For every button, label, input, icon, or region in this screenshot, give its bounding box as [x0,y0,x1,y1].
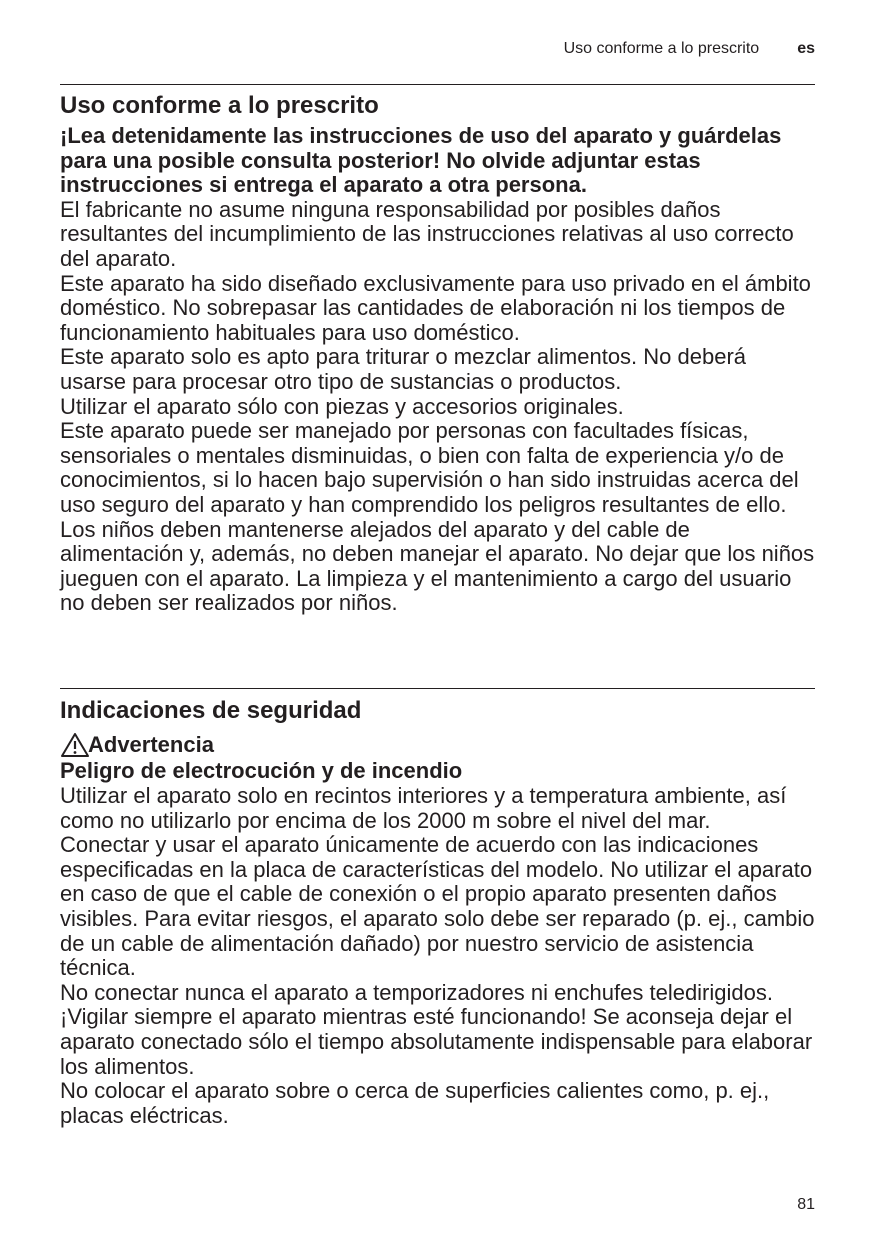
section1-title: Uso conforme a lo prescrito [60,92,379,119]
section2-paragraph: ¡Vigilar siempre el aparato mientras esté funcionando! Se aconseja dejar el aparato conectado sólo el tiempo absolutamente indispensable para elaborar los alimentos. [60,1004,813,1079]
section-intended-use [60,90,815,616]
page-number: 81 [797,1196,815,1213]
section2-paragraph: Conectar y usar el aparato únicamente de acuerdo con las indicaciones especificadas en la placa de características del modelo. No utilizar el aparato en caso de que el cable de conexión o el propio aparato presenten daños visibles. Para evitar riesgos, el aparato solo debe ser reparado (p. ej., cambio de un cable de alimentación dañado) por nuestro servicio de asistencia técnica. [60,832,815,981]
warning-triangle-icon [60,732,90,758]
section-safety [60,695,815,1128]
section2-divider [60,688,815,689]
section2-paragraph: Utilizar el aparato solo en recintos interiores y a temperatura ambiente, así como no utilizarlo por encima de los 2000 m sobre el nivel del mar. [60,783,787,833]
header-section-title: Uso conforme a lo prescrito [563,40,760,57]
section1-paragraph: Este aparato puede ser manejado por personas con facultades físicas, sensoriales o mentales disminuidas, o bien con falta de experiencia y/o de conocimientos, si lo hacen bajo supervisión o han sido instruidas acerca del uso seguro del aparato y han comprendido los peligros resultantes de ello. Los niños deben mantenerse alejados del aparato y del cable de alimentación y, además, no deben manejar el aparato. No dejar que los niños jueguen con el aparato. La limpieza y el mantenimiento a cargo del usuario no deben ser realizados por niños. [60,418,815,616]
running-header [60,40,815,58]
section1-paragraph: El fabricante no asume ninguna responsabilidad por posibles daños resultantes del incumplimiento de las instrucciones relativas al uso correcto del aparato. [60,196,794,271]
section2-paragraph: No conectar nunca el aparato a temporizadores ni enchufes teledirigidos. [60,979,773,1005]
warning-heading [88,732,815,758]
hazard-title: Peligro de electrocución y de incendio [60,758,463,783]
section1-paragraph: Utilizar el aparato sólo con piezas y accesorios originales. [60,393,624,419]
section1-divider [60,84,815,85]
section1-paragraph: Este aparato solo es apto para triturar o mezclar alimentos. No deberá usarse para procesar otro tipo de sustancias o productos. [60,344,747,394]
section2-title: Indicaciones de seguridad [60,697,362,724]
section2-paragraph: No colocar el aparato sobre o cerca de superficies calientes como, p. ej., placas eléctricas. [60,1078,770,1128]
header-language: es [797,40,815,57]
warning-label: Advertencia [88,732,214,757]
section1-intro-bold: ¡Lea detenidamente las instrucciones de uso del aparato y guárdelas para una posible consulta posterior! No olvide adjuntar estas instrucciones si entrega el aparato a otra persona. [60,123,782,198]
section1-paragraph: Este aparato ha sido diseñado exclusivamente para uso privado en el ámbito doméstico. No sobrepasar las cantidades de elaboración ni los tiempos de funcionamiento habituales para uso doméstico. [60,270,811,345]
